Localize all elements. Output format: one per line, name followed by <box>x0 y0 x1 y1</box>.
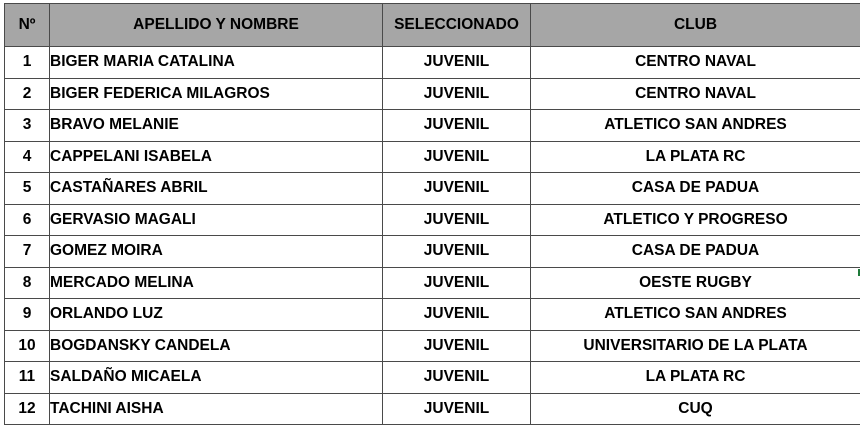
cell-club: CASA DE PADUA <box>531 236 860 268</box>
cell-club: CENTRO NAVAL <box>531 47 860 79</box>
table-row <box>5 78 860 110</box>
cell-number: 2 <box>5 78 50 110</box>
table-row <box>5 236 860 268</box>
cell-club: UNIVERSITARIO DE LA PLATA <box>531 330 860 362</box>
table-row <box>5 173 860 205</box>
cell-full-name: TACHINI AISHA <box>50 393 383 425</box>
table-row <box>5 362 860 394</box>
cell-club: CENTRO NAVAL <box>531 78 860 110</box>
cell-selected: JUVENIL <box>383 78 531 110</box>
roster-sheet <box>4 3 860 425</box>
cell-club: LA PLATA RC <box>531 362 860 394</box>
header-selected: SELECCIONADO <box>383 4 531 47</box>
header-row <box>5 4 860 47</box>
cell-full-name: CASTAÑARES ABRIL <box>50 173 383 205</box>
cell-number: 8 <box>5 267 50 299</box>
cell-full-name: MERCADO MELINA <box>50 267 383 299</box>
cell-number: 10 <box>5 330 50 362</box>
cell-selected: JUVENIL <box>383 330 531 362</box>
cell-full-name: BIGER FEDERICA MILAGROS <box>50 78 383 110</box>
cell-full-name: ORLANDO LUZ <box>50 299 383 331</box>
cell-full-name: GERVASIO MAGALI <box>50 204 383 236</box>
table-row <box>5 110 860 142</box>
table-row <box>5 299 860 331</box>
cell-number: 9 <box>5 299 50 331</box>
cell-club: CUQ <box>531 393 860 425</box>
cell-selected: JUVENIL <box>383 204 531 236</box>
table-row <box>5 47 860 79</box>
header-number: Nº <box>5 4 50 47</box>
cell-selected: JUVENIL <box>383 236 531 268</box>
cell-full-name: SALDAÑO MICAELA <box>50 362 383 394</box>
roster-table <box>4 3 860 425</box>
cell-number: 12 <box>5 393 50 425</box>
cell-number: 6 <box>5 204 50 236</box>
cell-selected: JUVENIL <box>383 141 531 173</box>
table-row <box>5 204 860 236</box>
cell-club: ATLETICO SAN ANDRES <box>531 110 860 142</box>
cell-number: 1 <box>5 47 50 79</box>
cell-selected: JUVENIL <box>383 362 531 394</box>
cell-selected: JUVENIL <box>383 267 531 299</box>
cell-number: 4 <box>5 141 50 173</box>
cell-club: LA PLATA RC <box>531 141 860 173</box>
cell-selected: JUVENIL <box>383 393 531 425</box>
cell-selected: JUVENIL <box>383 173 531 205</box>
cell-club: OESTE RUGBY <box>531 267 860 299</box>
cell-full-name: GOMEZ MOIRA <box>50 236 383 268</box>
header-club: CLUB <box>531 4 860 47</box>
cell-number: 5 <box>5 173 50 205</box>
table-body <box>5 47 860 425</box>
table-header <box>5 4 860 47</box>
table-row <box>5 267 860 299</box>
cell-full-name: BRAVO MELANIE <box>50 110 383 142</box>
header-full-name: APELLIDO Y NOMBRE <box>50 4 383 47</box>
cell-full-name: CAPPELANI ISABELA <box>50 141 383 173</box>
cell-selected: JUVENIL <box>383 47 531 79</box>
table-row <box>5 393 860 425</box>
cell-number: 3 <box>5 110 50 142</box>
cell-club: ATLETICO Y PROGRESO <box>531 204 860 236</box>
table-row <box>5 141 860 173</box>
cell-club: CASA DE PADUA <box>531 173 860 205</box>
cell-full-name: BIGER MARIA CATALINA <box>50 47 383 79</box>
table-row <box>5 330 860 362</box>
cell-club: ATLETICO SAN ANDRES <box>531 299 860 331</box>
cell-full-name: BOGDANSKY CANDELA <box>50 330 383 362</box>
cell-selected: JUVENIL <box>383 299 531 331</box>
cell-selected: JUVENIL <box>383 110 531 142</box>
cell-number: 11 <box>5 362 50 394</box>
cell-number: 7 <box>5 236 50 268</box>
